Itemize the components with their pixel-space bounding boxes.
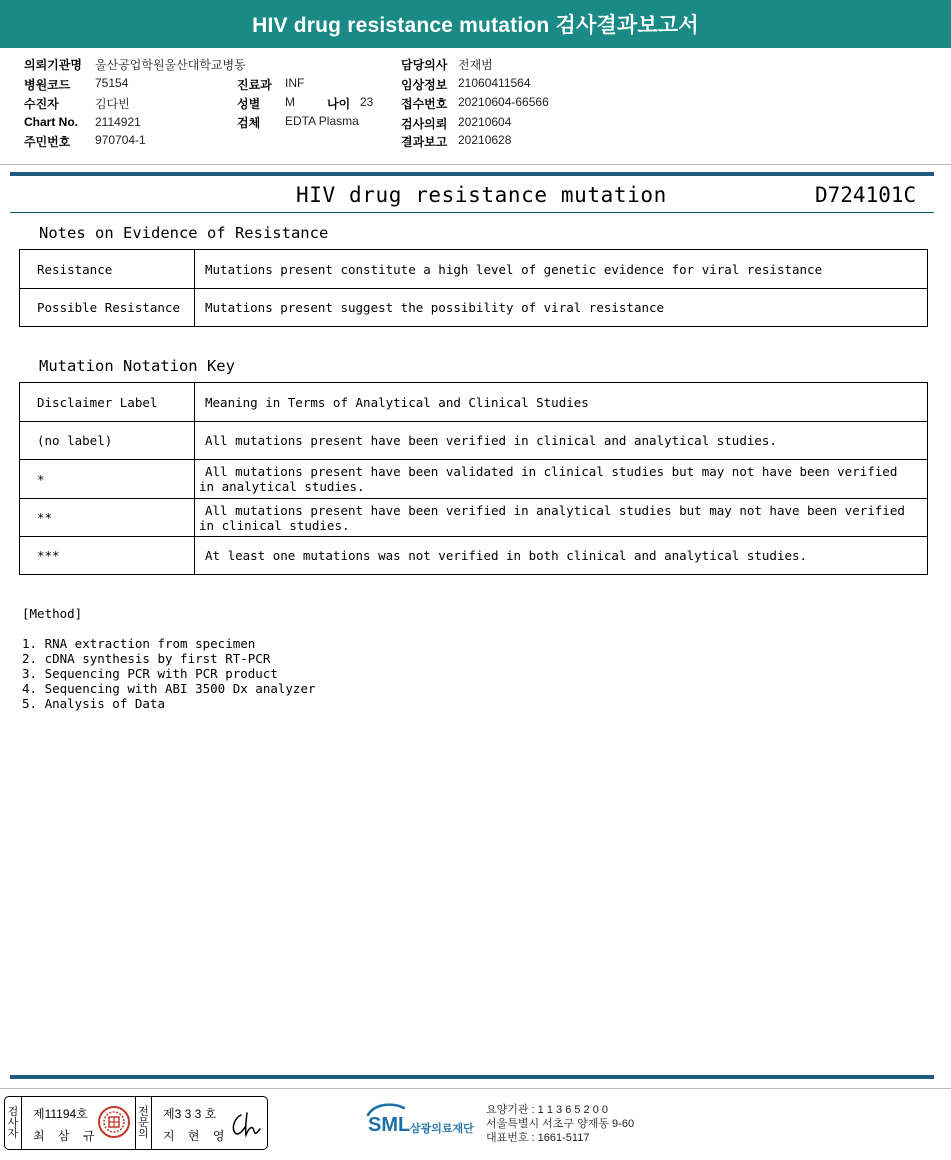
- examiner-label: 검 사 자: [5, 1097, 22, 1149]
- patient-value: 김다빈: [95, 97, 130, 111]
- report-title-bar: [0, 0, 951, 48]
- patient-label: 수진자: [24, 97, 59, 111]
- chart-label: Chart No.: [24, 115, 78, 129]
- report-date-value: 20210628: [458, 133, 512, 147]
- signature-icon: [227, 1109, 265, 1139]
- age-label: 나이: [327, 97, 351, 111]
- footer-rule: [10, 1075, 934, 1079]
- hospital-code-value: 75154: [95, 76, 129, 90]
- notation-table: [19, 382, 928, 575]
- method-step: 1. RNA extraction from specimen: [22, 636, 256, 651]
- evidence-table: [19, 249, 928, 327]
- notation-line: All mutations present have been validated in clinical studies but may not have been verified: [205, 464, 898, 479]
- age-value: 23: [360, 95, 374, 109]
- table-row: [20, 537, 928, 575]
- notation-label: *: [20, 460, 195, 499]
- notation-header-text: Meaning in Terms of Analytical and Clinical Studies: [195, 383, 928, 422]
- notation-text: [195, 499, 928, 537]
- request-label: 검사의뢰: [401, 117, 448, 131]
- organization-name: 삼광의료재단: [410, 1123, 474, 1135]
- notation-label: **: [20, 499, 195, 537]
- specialist-name: 지 현 영: [163, 1129, 230, 1143]
- resident-value: 970704-1: [95, 133, 146, 147]
- institution-label: 의뢰기관명: [24, 58, 82, 72]
- evidence-label: Possible Resistance: [20, 289, 195, 327]
- clinical-value: 21060411564: [458, 76, 531, 90]
- notation-text: [195, 460, 928, 499]
- specialist-number: 제3 3 3 호: [163, 1107, 217, 1121]
- sex-value: M: [285, 95, 295, 109]
- evidence-heading: Notes on Evidence of Resistance: [39, 224, 329, 242]
- divider: [0, 1088, 951, 1089]
- notation-line: in analytical studies.: [199, 479, 365, 494]
- method-step: 4. Sequencing with ABI 3500 Dx analyzer: [22, 681, 316, 696]
- institution-code: 요양기관 : 1 1 3 6 5 2 0 0: [486, 1104, 609, 1116]
- hospital-code-label: 병원코드: [24, 78, 71, 92]
- evidence-text: Mutations present constitute a high level of genetic evidence for viral resistance: [195, 250, 928, 289]
- notation-label: (no label): [20, 422, 195, 460]
- document-title: HIV drug resistance mutation: [296, 183, 667, 207]
- notation-header-label: Disclaimer Label: [20, 383, 195, 422]
- method-step: 3. Sequencing PCR with PCR product: [22, 666, 278, 681]
- table-row: [20, 499, 928, 537]
- examiner-name: 최 삼 규: [33, 1129, 100, 1143]
- doctor-value: 전재범: [458, 58, 493, 72]
- evidence-label: Resistance: [20, 250, 195, 289]
- contact-info: [486, 1103, 634, 1145]
- specimen-value: EDTA Plasma: [285, 114, 359, 128]
- method-step: 2. cDNA synthesis by first RT-PCR: [22, 651, 271, 666]
- table-row: [20, 460, 928, 499]
- request-value: 20210604: [458, 115, 512, 129]
- doctor-label: 담당의사: [401, 58, 448, 72]
- notation-line: in clinical studies.: [199, 517, 350, 533]
- dept-label: 진료과: [237, 78, 272, 92]
- notation-label: ***: [20, 537, 195, 575]
- resident-label: 주민번호: [24, 135, 71, 149]
- report-title: HIV drug resistance mutation 검사결과보고서: [252, 14, 699, 37]
- notation-heading: Mutation Notation Key: [39, 357, 235, 375]
- table-row: [20, 250, 928, 289]
- table-row: [20, 383, 928, 422]
- table-row: [20, 289, 928, 327]
- receipt-label: 접수번호: [401, 97, 448, 111]
- report-date-label: 결과보고: [401, 135, 448, 149]
- sml-logo: [364, 1102, 484, 1146]
- seal-stamp-icon: [97, 1105, 131, 1139]
- signature-box: [4, 1096, 268, 1150]
- title-underline: [10, 212, 934, 213]
- sex-label: 성별: [237, 97, 261, 111]
- notation-text: At least one mutations was not verified in both clinical and analytical studies.: [195, 537, 928, 575]
- patient-info-panel: [0, 52, 951, 162]
- section-rule: [10, 172, 934, 176]
- evidence-text: Mutations present suggest the possibility of viral resistance: [195, 289, 928, 327]
- document-code: D724101C: [815, 183, 917, 207]
- institution-value: 울산공업학원울산대학교병동: [95, 58, 246, 72]
- method-title: [Method]: [22, 606, 83, 621]
- chart-value: 2114921: [95, 115, 141, 129]
- phone: 대표번호 : 1661-5117: [486, 1132, 590, 1144]
- address: 서울특별시 서초구 양재동 9-60: [486, 1118, 635, 1130]
- clinical-label: 임상정보: [401, 78, 448, 92]
- notation-line: All mutations present have been verified in analytical studies but may not have been verified: [205, 502, 905, 518]
- method-step: 5. Analysis of Data: [22, 696, 165, 711]
- specialist-label: 전 문 의: [135, 1097, 152, 1149]
- notation-text: All mutations present have been verified in clinical and analytical studies.: [195, 422, 928, 460]
- specimen-label: 검체: [237, 116, 261, 130]
- dept-value: INF: [285, 76, 305, 90]
- receipt-value: 20210604-66566: [458, 95, 549, 109]
- divider: [0, 164, 951, 165]
- method-section: [22, 606, 316, 711]
- examiner-number: 제11194호: [33, 1107, 88, 1121]
- logo-text: SML: [368, 1114, 411, 1136]
- table-row: [20, 422, 928, 460]
